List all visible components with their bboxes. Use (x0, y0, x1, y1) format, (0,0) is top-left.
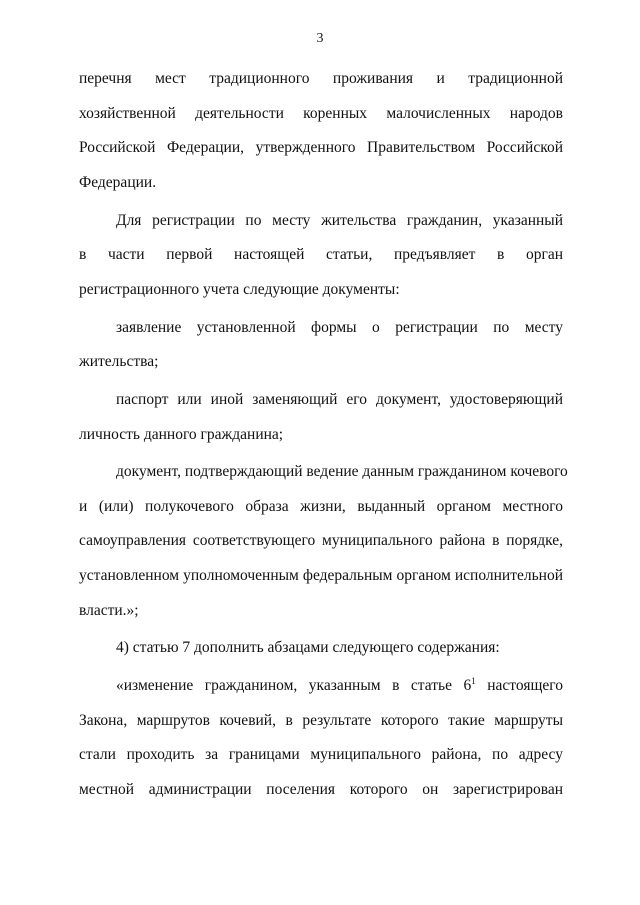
text-line: Закона, маршрутов кочевий, в результате которого такие маршруты (79, 711, 563, 729)
text-line: самоуправления соответствующего муниципального района в порядке, (79, 532, 563, 550)
paragraph (79, 62, 563, 200)
text-line: паспорт или иной заменяющий его документ, удостоверяющий (116, 390, 563, 408)
text-line: власти.»; (79, 601, 139, 619)
text-line: заявление установленной формы о регистрации по месту (116, 318, 563, 336)
text-line: Для регистрации по месту жительства гражданин, указанный (116, 211, 563, 229)
text-line: перечня мест традиционного проживания и традиционной (79, 70, 563, 87)
paragraph (79, 204, 563, 308)
paragraph (79, 455, 568, 628)
document-body (79, 62, 568, 808)
text-run: «изменение гражданином, указанным в статье 6 (116, 677, 472, 695)
text-line: Федерации. (79, 173, 157, 191)
text-line: жительства; (79, 353, 159, 371)
paragraph (79, 631, 563, 666)
page-number: 3 (316, 31, 324, 46)
text-line: 4) статью 7 дополнить абзацами следующего содержания: (116, 639, 500, 657)
text-line: хозяйственной деятельности коренных малочисленных народов (79, 104, 563, 122)
superscript: 1 (471, 676, 476, 687)
text-line: местной администрации поселения которого он зарегистрирован (79, 781, 563, 798)
paragraph (79, 311, 563, 380)
text-line: в части первой настоящей статьи, предъявляет в орган (79, 246, 563, 264)
text-line (79, 669, 563, 704)
paragraph (79, 383, 563, 452)
text-line: стали проходить за границами муниципального района, по адресу (79, 746, 563, 764)
text-line: Российской Федерации, утвержденного Правительством Российской (79, 139, 563, 157)
text-line: документ, подтверждающий ведение данным гражданином кочевого (116, 463, 568, 481)
text-line: личность данного гражданина; (79, 425, 284, 443)
text-line: установленном уполномоченным федеральным органом исполнительной (79, 567, 563, 585)
paragraph (79, 669, 563, 807)
text-line: и (или) полукочевого образа жизни, выданный органом местного (79, 497, 563, 515)
text-run: настоящего (475, 677, 563, 695)
text-line: регистрационного учета следующие документы: (79, 280, 400, 298)
